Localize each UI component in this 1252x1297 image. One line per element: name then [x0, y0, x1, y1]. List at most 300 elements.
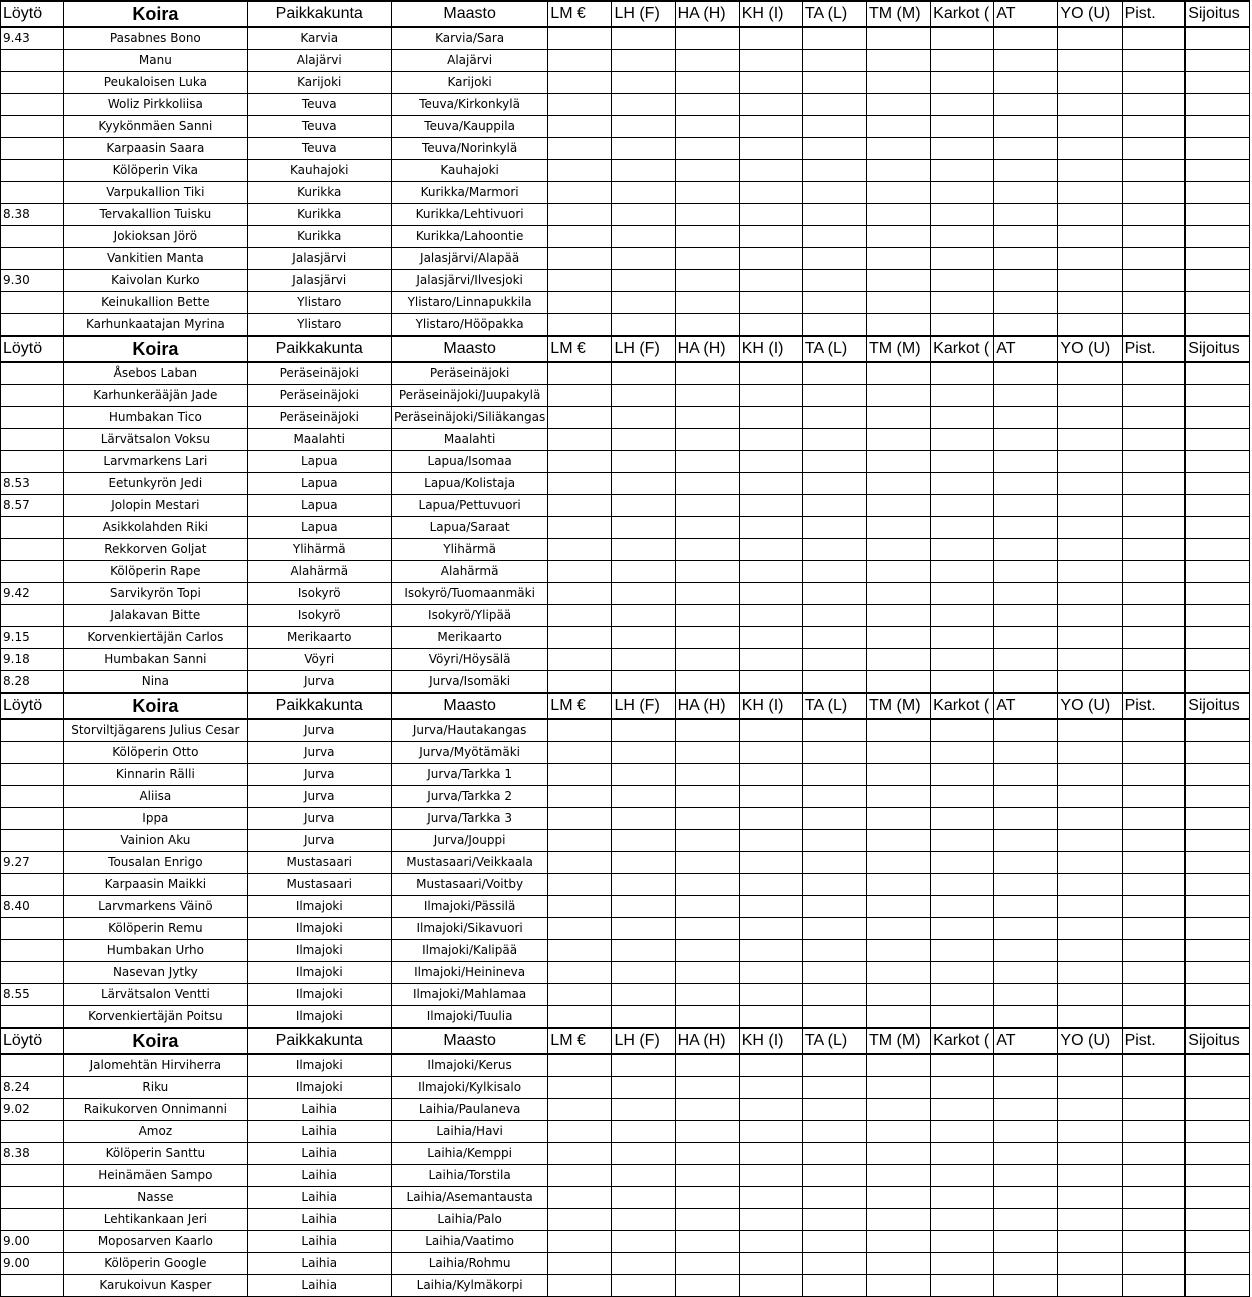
find-time-cell: 8.55 [1, 984, 64, 1006]
score-cell [1185, 160, 1249, 182]
score-cell [867, 314, 931, 337]
score-cell [802, 786, 866, 808]
score-cell [802, 451, 866, 473]
score-cell [548, 583, 612, 605]
score-cell [1058, 1121, 1122, 1143]
score-cell [994, 50, 1058, 72]
score-cell [739, 248, 802, 270]
score-cell [994, 605, 1058, 627]
score-cell [931, 1209, 994, 1231]
score-cell [675, 962, 739, 984]
score-cell [675, 50, 739, 72]
score-cell [1122, 407, 1185, 429]
score-cell [1058, 627, 1122, 649]
terrain-cell: Jalasjärvi/Ilvesjoki [391, 270, 547, 292]
terrain-cell: Mustasaari/Veikkaala [391, 852, 547, 874]
municipality-cell: Teuva [247, 94, 391, 116]
score-cell [675, 94, 739, 116]
score-cell [1122, 583, 1185, 605]
header-row [1, 336, 1250, 362]
score-cell [802, 385, 866, 407]
score-cell [1058, 204, 1122, 226]
score-cell [612, 226, 675, 248]
score-cell [1185, 649, 1249, 671]
dog-name-cell: Korvenkiertäjän Carlos [64, 627, 247, 649]
score-cell [931, 561, 994, 583]
score-cell [612, 292, 675, 314]
score-cell [1122, 1143, 1185, 1165]
score-cell [931, 627, 994, 649]
find-time-cell [1, 742, 64, 764]
terrain-cell: Ilmajoki/Pässilä [391, 896, 547, 918]
score-cell [739, 852, 802, 874]
score-cell [739, 874, 802, 896]
header-sijoitus: Sijoitus [1185, 1028, 1249, 1054]
terrain-cell: Maalahti [391, 429, 547, 451]
municipality-cell: Alajärvi [247, 50, 391, 72]
score-cell [1122, 1006, 1185, 1029]
score-cell [675, 407, 739, 429]
municipality-cell: Ylihärmä [247, 539, 391, 561]
score-cell [1058, 1275, 1122, 1297]
score-cell [739, 649, 802, 671]
score-cell [802, 539, 866, 561]
score-cell [931, 451, 994, 473]
score-cell [739, 940, 802, 962]
municipality-cell: Karvia [247, 27, 391, 50]
terrain-cell: Jurva/Tarkka 2 [391, 786, 547, 808]
find-time-cell: 9.00 [1, 1231, 64, 1253]
score-cell [612, 138, 675, 160]
municipality-cell: Lapua [247, 451, 391, 473]
score-cell [612, 649, 675, 671]
municipality-cell: Ilmajoki [247, 1054, 391, 1077]
score-cell [612, 1231, 675, 1253]
score-cell [612, 583, 675, 605]
header-lh: LH (F) [612, 693, 675, 719]
score-cell [1058, 742, 1122, 764]
score-cell [1122, 808, 1185, 830]
score-cell [612, 962, 675, 984]
score-cell [1122, 1099, 1185, 1121]
score-cell [1058, 1187, 1122, 1209]
score-cell [739, 1275, 802, 1297]
score-cell [931, 896, 994, 918]
score-cell [739, 495, 802, 517]
score-cell [1058, 1209, 1122, 1231]
score-cell [931, 1099, 994, 1121]
score-cell [1058, 786, 1122, 808]
score-cell [994, 182, 1058, 204]
terrain-cell: Laihia/Kemppi [391, 1143, 547, 1165]
table-row [1, 138, 1250, 160]
dog-name-cell: Storviltjägarens Julius Cesar [64, 719, 247, 742]
score-cell [612, 808, 675, 830]
score-cell [867, 385, 931, 407]
score-cell [802, 1209, 866, 1231]
find-time-cell [1, 292, 64, 314]
score-cell [994, 1275, 1058, 1297]
score-cell [1185, 719, 1249, 742]
find-time-cell [1, 1187, 64, 1209]
score-cell [548, 1099, 612, 1121]
score-cell [802, 1121, 866, 1143]
score-cell [1185, 407, 1249, 429]
score-cell [1185, 72, 1249, 94]
header-pist: Pist. [1122, 1, 1185, 27]
score-cell [548, 719, 612, 742]
score-cell [675, 160, 739, 182]
dog-name-cell: Jolopin Mestari [64, 495, 247, 517]
score-cell [548, 539, 612, 561]
score-cell [1058, 764, 1122, 786]
municipality-cell: Lapua [247, 473, 391, 495]
dog-name-cell: Asikkolahden Riki [64, 517, 247, 539]
find-time-cell: 8.38 [1, 1143, 64, 1165]
score-cell [1122, 896, 1185, 918]
score-cell [739, 1209, 802, 1231]
score-cell [802, 1099, 866, 1121]
table-row [1, 495, 1250, 517]
score-cell [867, 182, 931, 204]
score-cell [994, 204, 1058, 226]
municipality-cell: Mustasaari [247, 874, 391, 896]
score-cell [675, 1099, 739, 1121]
score-cell [867, 764, 931, 786]
table-row [1, 852, 1250, 874]
table-row [1, 27, 1250, 50]
header-yo: YO (U) [1058, 693, 1122, 719]
municipality-cell: Laihia [247, 1275, 391, 1297]
score-cell [931, 874, 994, 896]
municipality-cell: Laihia [247, 1143, 391, 1165]
find-time-cell [1, 451, 64, 473]
dog-name-cell: Lehtikankaan Jeri [64, 1209, 247, 1231]
score-cell [612, 248, 675, 270]
score-cell [931, 27, 994, 50]
score-cell [1185, 451, 1249, 473]
find-time-cell [1, 226, 64, 248]
municipality-cell: Jalasjärvi [247, 270, 391, 292]
score-cell [802, 27, 866, 50]
header-maasto: Maasto [391, 693, 547, 719]
score-cell [739, 605, 802, 627]
score-cell [1122, 270, 1185, 292]
score-cell [931, 605, 994, 627]
score-cell [1122, 451, 1185, 473]
municipality-cell: Laihia [247, 1187, 391, 1209]
score-cell [1185, 1143, 1249, 1165]
terrain-cell: Kurikka/Marmori [391, 182, 547, 204]
score-cell [739, 362, 802, 385]
municipality-cell: Jalasjärvi [247, 248, 391, 270]
header-koira: Koira [64, 693, 247, 719]
score-cell [802, 1143, 866, 1165]
terrain-cell: Peräseinäjoki/Juupakylä [391, 385, 547, 407]
dog-name-cell: Humbakan Tico [64, 407, 247, 429]
score-cell [931, 407, 994, 429]
table-row [1, 1143, 1250, 1165]
score-cell [931, 473, 994, 495]
find-time-cell [1, 94, 64, 116]
score-cell [994, 1165, 1058, 1187]
find-time-cell [1, 429, 64, 451]
dog-name-cell: Kyykönmäen Sanni [64, 116, 247, 138]
terrain-cell: Lapua/Kolistaja [391, 473, 547, 495]
header-tm: TM (M) [867, 693, 931, 719]
score-cell [675, 1121, 739, 1143]
score-cell [675, 583, 739, 605]
score-cell [931, 314, 994, 337]
sheet-body [1, 1, 1250, 1297]
score-cell [931, 94, 994, 116]
score-cell [931, 270, 994, 292]
score-cell [1058, 808, 1122, 830]
score-cell [1058, 429, 1122, 451]
score-cell [1122, 517, 1185, 539]
dog-name-cell: Amoz [64, 1121, 247, 1143]
dog-name-cell: Humbakan Urho [64, 940, 247, 962]
score-cell [1122, 226, 1185, 248]
table-row [1, 962, 1250, 984]
dog-name-cell: Moposarven Kaarlo [64, 1231, 247, 1253]
score-cell [931, 1006, 994, 1029]
score-cell [1185, 1253, 1249, 1275]
find-time-cell: 8.53 [1, 473, 64, 495]
score-cell [675, 940, 739, 962]
score-cell [867, 495, 931, 517]
score-cell [1122, 742, 1185, 764]
score-cell [1185, 918, 1249, 940]
score-cell [612, 1099, 675, 1121]
score-cell [739, 451, 802, 473]
terrain-cell: Laihia/Paulaneva [391, 1099, 547, 1121]
score-cell [994, 517, 1058, 539]
find-time-cell [1, 517, 64, 539]
dog-name-cell: Åsebos Laban [64, 362, 247, 385]
score-cell [931, 719, 994, 742]
dog-name-cell: Rekkorven Goljat [64, 539, 247, 561]
header-ta: TA (L) [802, 693, 866, 719]
score-cell [994, 786, 1058, 808]
score-cell [867, 852, 931, 874]
header-koira: Koira [64, 1, 247, 27]
find-time-cell [1, 1006, 64, 1029]
score-cell [1058, 962, 1122, 984]
terrain-cell: Peräseinäjoki [391, 362, 547, 385]
score-cell [931, 495, 994, 517]
score-cell [994, 671, 1058, 694]
score-cell [802, 248, 866, 270]
score-cell [931, 852, 994, 874]
score-cell [994, 918, 1058, 940]
dog-name-cell: Sarvikyrön Topi [64, 583, 247, 605]
find-time-cell: 8.57 [1, 495, 64, 517]
score-cell [612, 1275, 675, 1297]
score-cell [867, 473, 931, 495]
table-row [1, 292, 1250, 314]
find-time-cell: 9.18 [1, 649, 64, 671]
header-maasto: Maasto [391, 1028, 547, 1054]
table-row [1, 1209, 1250, 1231]
table-row [1, 742, 1250, 764]
municipality-cell: Jurva [247, 830, 391, 852]
score-cell [739, 1165, 802, 1187]
table-row [1, 874, 1250, 896]
score-cell [548, 627, 612, 649]
score-cell [1185, 1077, 1249, 1099]
dog-name-cell: Jokioksan Jörö [64, 226, 247, 248]
find-time-cell [1, 719, 64, 742]
score-cell [931, 918, 994, 940]
score-cell [802, 1231, 866, 1253]
score-cell [867, 292, 931, 314]
score-cell [994, 742, 1058, 764]
find-time-cell: 9.15 [1, 627, 64, 649]
score-cell [612, 160, 675, 182]
score-cell [1058, 182, 1122, 204]
score-cell [802, 1006, 866, 1029]
score-cell [548, 50, 612, 72]
score-cell [994, 852, 1058, 874]
score-cell [1122, 385, 1185, 407]
score-cell [612, 407, 675, 429]
score-cell [612, 270, 675, 292]
score-cell [1058, 984, 1122, 1006]
score-cell [931, 226, 994, 248]
dog-name-cell: Kaivolan Kurko [64, 270, 247, 292]
score-cell [548, 764, 612, 786]
header-tm: TM (M) [867, 1, 931, 27]
score-cell [802, 473, 866, 495]
header-row [1, 1028, 1250, 1054]
header-loyto: Löytö [1, 1028, 64, 1054]
score-cell [802, 407, 866, 429]
score-cell [802, 50, 866, 72]
dog-name-cell: Vainion Aku [64, 830, 247, 852]
score-cell [994, 270, 1058, 292]
score-cell [739, 962, 802, 984]
score-cell [739, 786, 802, 808]
terrain-cell: Ylistaro/Hööpakka [391, 314, 547, 337]
score-cell [675, 742, 739, 764]
municipality-cell: Ilmajoki [247, 962, 391, 984]
score-cell [1185, 627, 1249, 649]
score-cell [1185, 429, 1249, 451]
score-cell [1122, 764, 1185, 786]
score-cell [675, 874, 739, 896]
score-cell [994, 1054, 1058, 1077]
score-cell [1185, 940, 1249, 962]
score-cell [1185, 962, 1249, 984]
municipality-cell: Lapua [247, 517, 391, 539]
score-cell [675, 72, 739, 94]
find-time-cell [1, 764, 64, 786]
dog-name-cell: Eetunkyrön Jedi [64, 473, 247, 495]
terrain-cell: Ilmajoki/Mahlamaa [391, 984, 547, 1006]
score-cell [548, 984, 612, 1006]
score-cell [739, 138, 802, 160]
score-cell [739, 292, 802, 314]
score-cell [994, 473, 1058, 495]
score-cell [994, 27, 1058, 50]
table-row [1, 786, 1250, 808]
score-cell [548, 742, 612, 764]
score-cell [867, 1231, 931, 1253]
score-cell [739, 808, 802, 830]
find-time-cell [1, 874, 64, 896]
score-cell [867, 962, 931, 984]
score-cell [867, 1165, 931, 1187]
header-kh: KH (I) [739, 1028, 802, 1054]
table-row [1, 918, 1250, 940]
score-cell [612, 896, 675, 918]
score-cell [1122, 539, 1185, 561]
municipality-cell: Laihia [247, 1231, 391, 1253]
header-koira: Koira [64, 1028, 247, 1054]
score-cell [739, 742, 802, 764]
score-cell [931, 292, 994, 314]
score-cell [1122, 962, 1185, 984]
score-cell [675, 896, 739, 918]
header-ha: HA (H) [675, 693, 739, 719]
score-cell [994, 649, 1058, 671]
dog-name-cell: Tervakallion Tuisku [64, 204, 247, 226]
score-cell [867, 583, 931, 605]
score-cell [1122, 1165, 1185, 1187]
terrain-cell: Alajärvi [391, 50, 547, 72]
score-cell [1058, 539, 1122, 561]
score-cell [548, 918, 612, 940]
score-cell [739, 1187, 802, 1209]
score-cell [1185, 539, 1249, 561]
dog-name-cell: Kölöperin Otto [64, 742, 247, 764]
score-cell [1058, 473, 1122, 495]
table-row [1, 116, 1250, 138]
terrain-cell: Lapua/Saraat [391, 517, 547, 539]
score-cell [739, 226, 802, 248]
score-cell [1058, 27, 1122, 50]
municipality-cell: Kurikka [247, 204, 391, 226]
dog-name-cell: Karukoivun Kasper [64, 1275, 247, 1297]
score-cell [994, 1143, 1058, 1165]
header-ha: HA (H) [675, 1, 739, 27]
score-cell [867, 918, 931, 940]
score-cell [802, 896, 866, 918]
find-time-cell: 9.00 [1, 1253, 64, 1275]
score-cell [739, 182, 802, 204]
table-row [1, 1231, 1250, 1253]
score-cell [548, 385, 612, 407]
score-cell [994, 1209, 1058, 1231]
municipality-cell: Jurva [247, 808, 391, 830]
score-cell [548, 94, 612, 116]
dog-name-cell: Kölöperin Remu [64, 918, 247, 940]
dog-name-cell: Karhunkaatajan Myrina [64, 314, 247, 337]
score-cell [1058, 649, 1122, 671]
score-cell [548, 72, 612, 94]
header-pist: Pist. [1122, 1028, 1185, 1054]
score-cell [548, 1231, 612, 1253]
terrain-cell: Ilmajoki/Kerus [391, 1054, 547, 1077]
score-cell [867, 1275, 931, 1297]
find-time-cell: 9.30 [1, 270, 64, 292]
score-cell [739, 429, 802, 451]
find-time-cell [1, 1121, 64, 1143]
dog-name-cell: Kölöperin Santtu [64, 1143, 247, 1165]
municipality-cell: Karijoki [247, 72, 391, 94]
header-sijoitus: Sijoitus [1185, 1, 1249, 27]
